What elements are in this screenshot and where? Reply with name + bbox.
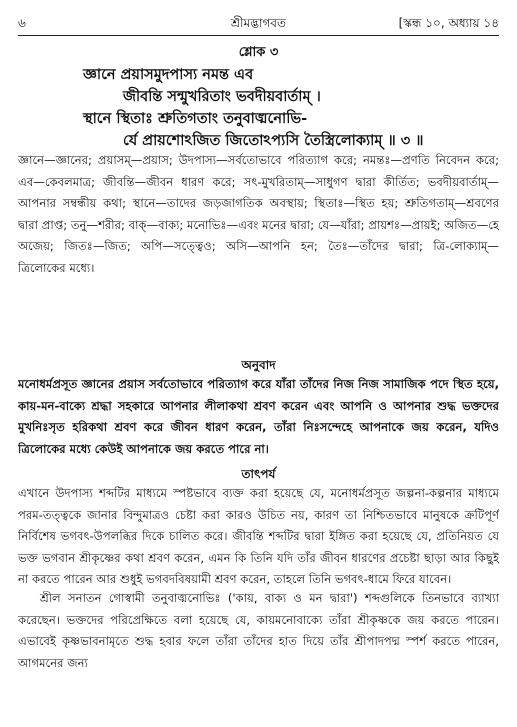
translation-text: মনোধর্মপ্রসূত জ্ঞানের প্রয়াস সর্বতোভাবে পরিত্যাগ করে যাঁরা তাঁদের নিজ নিজ সামাজিক পদে স্থিত হয়ে, কায়-মন-বাক্যে শ্রদ্ধা সহকারে আপনার লীলাকথা শ্রবণ করেন এবং আপনি ও আপনার শুদ্ধ ভক্তদের মুখনিঃসৃত হরিকথা শ্রবণ করে জীবন ধারণ করেন, তাঁরা নিঃসন্দেহে আপনাকে জয় করেন, যদিও ত্রিলোকের মধ্যে কেউই আপনাকে জয় করতে পারে না। (18, 377, 499, 456)
translation-heading: অনুবাদ (241, 358, 276, 372)
purport-continuation (18, 588, 499, 713)
purport-paragraph-2: শ্রীল সনাতন গোস্বামী তনুবাঙ্মনোভিঃ ('কায়, বাক্য ও মন দ্বারা') শব্দগুলিকে তিনভাবে ব্যাখ্যা করেছেন। ভক্তদের পরিপ্রেক্ষিতে বলা হয়েছে যে, কায়মনোবাক্যে তাঁরা শ্রীকৃষ্ণকে জয় করতে পারেন। এভাবেই কৃষ্ণভাবনামৃতে শুদ্ধ হবার ফলে তাঁরা তাঁদের হাত দিয়ে তাঁর শ্রীপাদপদ্ম স্পর্শ করতে পারেন, আগমনের জন্য (18, 591, 499, 670)
verse-line-3: স্থানে স্থিতাঃ শ্রুতিগতাং তনুবাঙ্মনোভি- (83, 111, 308, 127)
verse-line-1: জ্ঞানে প্রয়াসমুদপাস্য নমন্ত এব (83, 67, 254, 83)
header-divider (18, 35, 499, 36)
page-header (18, 14, 499, 32)
purport-heading: তাৎপর্য (241, 467, 276, 481)
word-synonyms (18, 150, 499, 370)
page-number: ৬ (18, 16, 26, 30)
verse-heading: শ্লোক ৩ (238, 45, 279, 60)
synonyms-text: জ্ঞানে—জ্ঞানের; প্রয়াসম্—প্রয়াস; উদপাস্য—সর্বতোভাবে পরিত্যাগ করে; নমন্তঃ—প্রণতি নিবেদন করে; এব—কেবলমাত্র; জীবন্তি—জীবন ধারণ করে; সৎ-মুখরিতাম্—সাধুগণ দ্বারা কীর্তিত; ভবদীয়বার্তাম্—আপনার সম্বন্ধীয় কথা; স্থানে—তাদের জড়জাগতিক অবস্থায়; স্থিতাঃ—স্থিত হয়; শ্রুতিগতাম্—শ্রবণের দ্বারা প্রাপ্ত; তনু—শরীর; বাক্—বাক্য; মনোভিঃ—এবং মনের দ্বারা; যে—যাঁরা; প্রায়শঃ—প্রায়ই; অজিত—হে অজেয়; জিতঃ—জিত; অপি—সত্ত্বেও; অসি—আপনি হন; তৈঃ—তাঁদের দ্বারা; ত্রি-লোক্যাম্—ত্রিলোকের মধ্যে। (18, 153, 499, 275)
chapter-reference: [স্কন্ধ ১০, অধ্যায় ১৪ (398, 16, 499, 30)
purport-paragraph-1: এখানে উদপাস্য শব্দটির মাধ্যমে স্পষ্টভাবে ব্যক্ত করা হয়েছে যে, মনোধর্মপ্রসূত জল্পনা-কল্পনার মাধ্যমে পরম-তত্ত্বকে জানার বিন্দুমাত্রও চেষ্টা করা কারও উচিত নয়, কারণ তা নিশ্চিতভাবে মানুষকে ক্রটিপূর্ণ নির্বিশেষ ভগবৎ-উপলব্ধির দিকে চালিত করে। জীবন্তি শব্দটির দ্বারা ইঙ্গিত করা হয়েছে যে, প্রতিনিয়ত যে ভক্ত ভগবান শ্রীকৃষ্ণের কথা শ্রবণ করেন, এমন কি তিনি যদি তাঁর জীবন ধারণের প্রচেষ্টা ছাড়া আর কিছুই না করতে পারেন আর শুধুই ভগবদবিষয়ামী শ্রবণ করেন, তাহলে তিনি ভগবৎ-ধামে ফিরে যাবেন। (18, 486, 499, 586)
verse-line-2: জীবন্তি সন্মুখরিতাং ভবদীয়বার্তাম্ । (123, 89, 321, 105)
book-title: শ্রীমদ্ভাগবত (230, 16, 286, 30)
verse-line-4: র্যে প্রায়শোঽজিত জিতোঽপ্যসি তৈস্ত্রিলোক্যাম্ ॥ ৩ ॥ (123, 133, 424, 149)
